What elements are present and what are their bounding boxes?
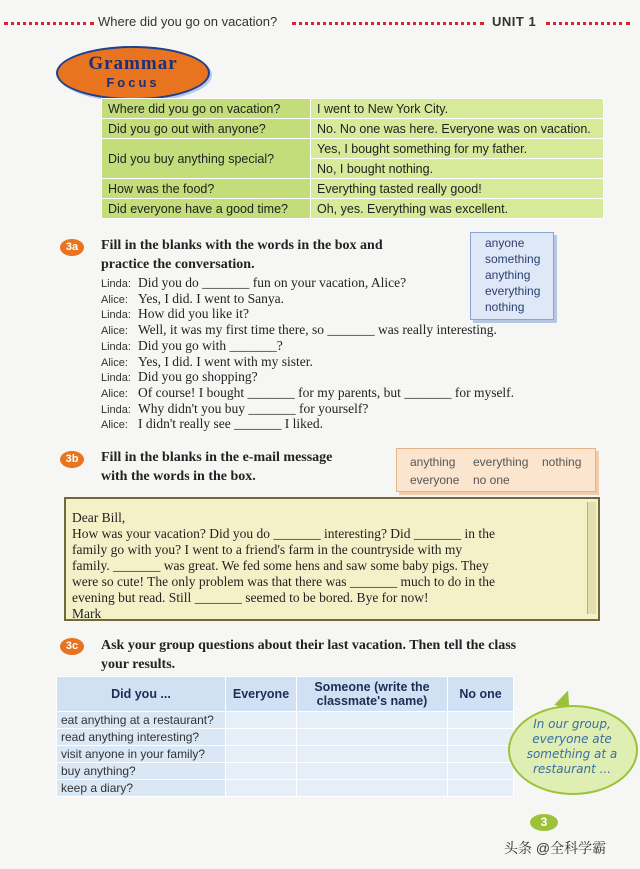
- table-row: [57, 712, 514, 729]
- speaker: Alice:: [101, 294, 128, 306]
- email-line: were so cute! The only problem was that there was _______ much to do in the: [72, 574, 496, 589]
- badge-title: Grammar: [88, 53, 178, 74]
- dialogue-line: [101, 416, 323, 432]
- survey-cell: [226, 729, 297, 746]
- grammar-table: [101, 98, 604, 219]
- survey-question: eat anything at a restaurant?: [57, 712, 226, 729]
- dialogue-text: Of course! I bought _______ for my parents, but _______ for myself.: [138, 385, 515, 400]
- speaker: Alice:: [101, 357, 128, 369]
- email-body: [72, 510, 582, 622]
- table-row: [57, 746, 514, 763]
- bubble-line: restaurant ...: [532, 762, 612, 776]
- word-box-word: everyone: [410, 473, 460, 487]
- survey-header: No one: [448, 677, 514, 712]
- page-number: 3: [530, 814, 558, 831]
- grammar-row: [102, 99, 604, 119]
- grammar-focus-badge: [56, 46, 210, 100]
- dialogue-text: Did you go with _______?: [138, 338, 283, 353]
- survey-cell: [448, 746, 514, 763]
- email-line: Dear Bill,: [72, 510, 126, 525]
- survey-question: visit anyone in your family?: [57, 746, 226, 763]
- word-box-word: anything: [485, 268, 531, 282]
- dialogue-text: Did you go shopping?: [138, 369, 258, 384]
- dialogue-line: [101, 354, 313, 370]
- email-scrollbar: [587, 502, 596, 614]
- section-3b-number: 3b: [60, 451, 84, 468]
- instruction-line: Fill in the blanks with the words in the box and: [101, 238, 383, 253]
- email-line: How was your vacation? Did you do _______ interesting? Did _______ in the: [72, 526, 495, 541]
- section-3a-number: 3a: [60, 239, 84, 256]
- grammar-question: Where did you go on vacation?: [102, 99, 311, 119]
- survey-cell: [297, 746, 448, 763]
- survey-header-row: [57, 677, 514, 712]
- survey-question: buy anything?: [57, 763, 226, 780]
- table-row: [57, 780, 514, 797]
- email-line: Mark: [72, 606, 102, 621]
- instruction-line: Ask your group questions about their last vacation. Then tell the class: [101, 638, 517, 653]
- survey-question: keep a diary?: [57, 780, 226, 797]
- grammar-row: [102, 179, 604, 199]
- grammar-question: Did you buy anything special?: [102, 139, 311, 179]
- section-3a-instruction: [101, 236, 383, 274]
- survey-cell: [297, 763, 448, 780]
- dialogue-text: Did you do _______ fun on your vacation, Alice?: [138, 275, 407, 290]
- survey-cell: [448, 763, 514, 780]
- survey-header: Someone (write the classmate's name): [297, 677, 448, 712]
- word-box-word: something: [485, 252, 541, 266]
- speaker: Linda:: [101, 309, 131, 321]
- grammar-answer: Everything tasted really good!: [311, 179, 604, 199]
- header-dots-left: [4, 22, 94, 25]
- grammar-answer: Yes, I bought something for my father.: [311, 139, 604, 159]
- survey-cell: [226, 763, 297, 780]
- survey-cell: [226, 712, 297, 729]
- speaker: Alice:: [101, 388, 128, 400]
- dialogue-text: I didn't really see _______ I liked.: [138, 416, 324, 431]
- speaker: Linda:: [101, 372, 131, 384]
- header-unit: UNIT 1: [492, 14, 537, 29]
- survey-header: Everyone: [226, 677, 297, 712]
- grammar-question: Did everyone have a good time?: [102, 199, 311, 219]
- dialogue-line: [101, 275, 406, 291]
- grammar-question: Did you go out with anyone?: [102, 119, 311, 139]
- badge-subtitle: Focus: [106, 75, 160, 90]
- email-line: family. _______ was great. We fed some hens and saw some baby pigs. They: [72, 558, 489, 573]
- header-dots-middle: [292, 22, 484, 25]
- word-box-word: everything: [485, 284, 541, 298]
- bubble-line: something at a: [526, 747, 618, 761]
- dialogue-line: [101, 338, 283, 354]
- survey-cell: [297, 712, 448, 729]
- grammar-answer: No, I bought nothing.: [311, 159, 604, 179]
- dialogue-line: [101, 291, 284, 307]
- header-dots-right: [546, 22, 630, 25]
- email-line: evening but read. Still _______ seemed to be bored. Bye for now!: [72, 590, 429, 605]
- word-box-word: anything: [410, 455, 456, 469]
- instruction-line: practice the conversation.: [101, 257, 255, 272]
- header-title: Where did you go on vacation?: [98, 14, 278, 29]
- speaker: Linda:: [101, 278, 131, 290]
- bubble-line: everyone ate: [532, 732, 612, 746]
- survey-table: [56, 676, 514, 797]
- watermark: 头条 @全科学霸: [504, 840, 607, 856]
- speaker: Linda:: [101, 404, 131, 416]
- instruction-line: with the words in the box.: [101, 469, 256, 484]
- dialogue-text: How did you like it?: [138, 306, 249, 321]
- word-box-word: nothing: [485, 300, 525, 314]
- dialogue-line: [101, 322, 497, 338]
- dialogue-line: [101, 369, 258, 385]
- grammar-row: [102, 119, 604, 139]
- grammar-answer: I went to New York City.: [311, 99, 604, 119]
- dialogue-line: [101, 385, 514, 401]
- table-row: [57, 729, 514, 746]
- dialogue-text: Well, it was my first time there, so _______ was really interesting.: [138, 322, 497, 337]
- section-3b-instruction: [101, 448, 332, 486]
- survey-cell: [297, 729, 448, 746]
- email-message: [64, 497, 600, 621]
- survey-cell: [297, 780, 448, 797]
- survey-cell: [448, 729, 514, 746]
- word-box-word: no one: [473, 473, 510, 487]
- word-box-word: nothing: [542, 455, 582, 469]
- word-box-3a: [470, 232, 554, 320]
- word-box-word: anyone: [485, 236, 525, 250]
- instruction-line: your results.: [101, 657, 176, 672]
- speaker: Linda:: [101, 341, 131, 353]
- table-row: [57, 763, 514, 780]
- grammar-row: [102, 139, 604, 159]
- instruction-line: Fill in the blanks in the e-mail message: [101, 450, 333, 465]
- survey-cell: [226, 746, 297, 763]
- survey-cell: [448, 780, 514, 797]
- dialogue-text: Why didn't you buy _______ for yourself?: [138, 401, 369, 416]
- grammar-question: How was the food?: [102, 179, 311, 199]
- section-3c-instruction: [101, 636, 516, 674]
- grammar-row: [102, 199, 604, 219]
- email-line: family go with you? I went to a friend's farm in the countryside with my: [72, 542, 463, 557]
- survey-cell: [226, 780, 297, 797]
- grammar-answer: Oh, yes. Everything was excellent.: [311, 199, 604, 219]
- word-box-3b: [396, 448, 596, 492]
- grammar-answer: No. No one was here. Everyone was on vacation.: [311, 119, 604, 139]
- survey-header: Did you ...: [57, 677, 226, 712]
- section-3c-number: 3c: [60, 638, 84, 655]
- speaker: Alice:: [101, 325, 128, 337]
- speaker: Alice:: [101, 419, 128, 431]
- word-box-word: everything: [473, 455, 529, 469]
- dialogue-line: [101, 306, 249, 322]
- survey-cell: [448, 712, 514, 729]
- bubble-line: In our group,: [533, 717, 611, 731]
- dialogue-line: [101, 401, 368, 417]
- dialogue-text: Yes, I did. I went to Sanya.: [138, 291, 284, 306]
- dialogue-text: Yes, I did. I went with my sister.: [138, 354, 313, 369]
- survey-question: read anything interesting?: [57, 729, 226, 746]
- speech-bubble-text: [512, 717, 632, 777]
